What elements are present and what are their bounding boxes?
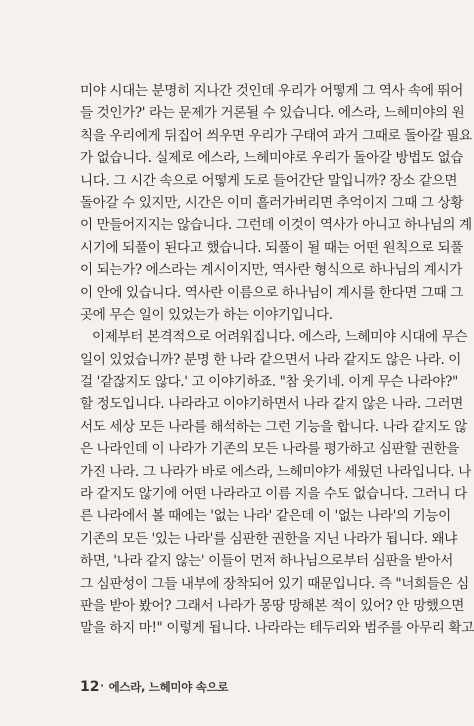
body-text (80, 80, 474, 640)
text-line: 가 없습니다. 실제로 에스라, 느헤미야로 우리가 돌아갈 방법도 없습 (80, 150, 463, 167)
text-line: 이 되는가? 에스라는 계시이지만, 역사란 형식으로 하나님의 계시가 (80, 262, 463, 279)
text-line: 하면, '나라 같지 않는' 이들이 먼저 하나님으로부터 심판을 받아서 (80, 553, 453, 570)
text-line: 미야 시대는 분명히 지나간 것인데 우리가 어떻게 그 역사 속에 뛰어 (80, 83, 463, 99)
text-line: 라 같지도 않기에 어떤 나라라고 이름 지을 수도 없습니다. 그러니 다 (80, 486, 467, 503)
text-line: 칙을 우리에게 뒤집어 씌우면 우리가 구태여 과거 그때로 돌아갈 필요 (80, 127, 472, 144)
text-line: 니다. 그 시간 속으로 어떻게 도로 들어간단 말입니까? 장소 같으면 (80, 172, 458, 189)
page-footer (80, 676, 228, 696)
text-line: 판을 받아 봤어? 그래서 나라가 몽땅 망해본 적이 있어? 안 망했으면 (80, 597, 465, 614)
text-line: 서도 세상 모든 나라를 해석하는 그런 기능을 합니다. 나라 같지도 않 (80, 418, 467, 435)
text-line: 은 나라인데 이 나라가 기존의 모든 나라를 평가하고 심판할 권한을 (80, 441, 460, 458)
text-line: 걸 '같잖지도 않다.' 고 이야기하죠. "참 웃기네. 이게 무슨 나라야?" (80, 374, 458, 391)
text-line: 시기에 되풀이 된다고 했습니다. 되풀이 될 때는 어떤 원칙으로 되풀 (80, 239, 463, 256)
footer-separator: · (99, 676, 105, 695)
running-title: 에스라, 느헤미야 속으로 (108, 680, 229, 694)
text-line: 른 나라에서 볼 때에는 '없는 나라' 같은데 이 '없는 나라'의 기능이 (80, 508, 451, 525)
text-line: 그 심판성이 그들 내부에 장착되어 있기 때문입니다. 즉 "너희들은 심 (80, 575, 469, 592)
text-line: 가진 나라. 그 나라가 바로 에스라, 느헤미야가 세웠던 나라입니다. 나 (80, 463, 471, 480)
text-line: 곳에 무슨 일이 있었는가 하는 이야기입니다. (80, 306, 333, 323)
text-line: 기존의 모든 '있는 나라'를 심판한 권한을 지닌 나라가 됩니다. 왜냐 (80, 530, 457, 547)
text-line: 할 정도입니다. 나라라고 이야기하면서 나라 같지 않은 나라. 그러면 (80, 396, 463, 413)
page-number: 12 (80, 679, 100, 695)
text-line: 이 만들어지지는 않습니다. 그런데 이것이 역사가 아니고 하나님의 계 (80, 217, 472, 234)
text-line: 말을 하지 마!" 이렇게 됩니다. 나라라는 테두리와 범주를 아무리 확고 (80, 620, 474, 637)
text-line: 이 안에 있습니다. 역사란 이름으로 하나님이 계시를 한다면 그때 그 (80, 284, 463, 301)
text-line: 돌아갈 수 있지만, 시간은 이미 흘러가버리면 추억이지 그때 그 상황 (80, 194, 463, 211)
paragraph-start-line: 이제부터 본격적으로 어려워집니다. 에스라, 느헤미야 시대에 무슨 (92, 329, 468, 346)
text-line: 들 것인가?' 라는 문제가 거론될 수 있습니다. 에스라, 느헤미야의 원 (80, 105, 465, 122)
text-line: 일이 있었습니까? 분명 한 나라 같으면서 나라 같지도 않은 나라. 이 (80, 351, 462, 368)
